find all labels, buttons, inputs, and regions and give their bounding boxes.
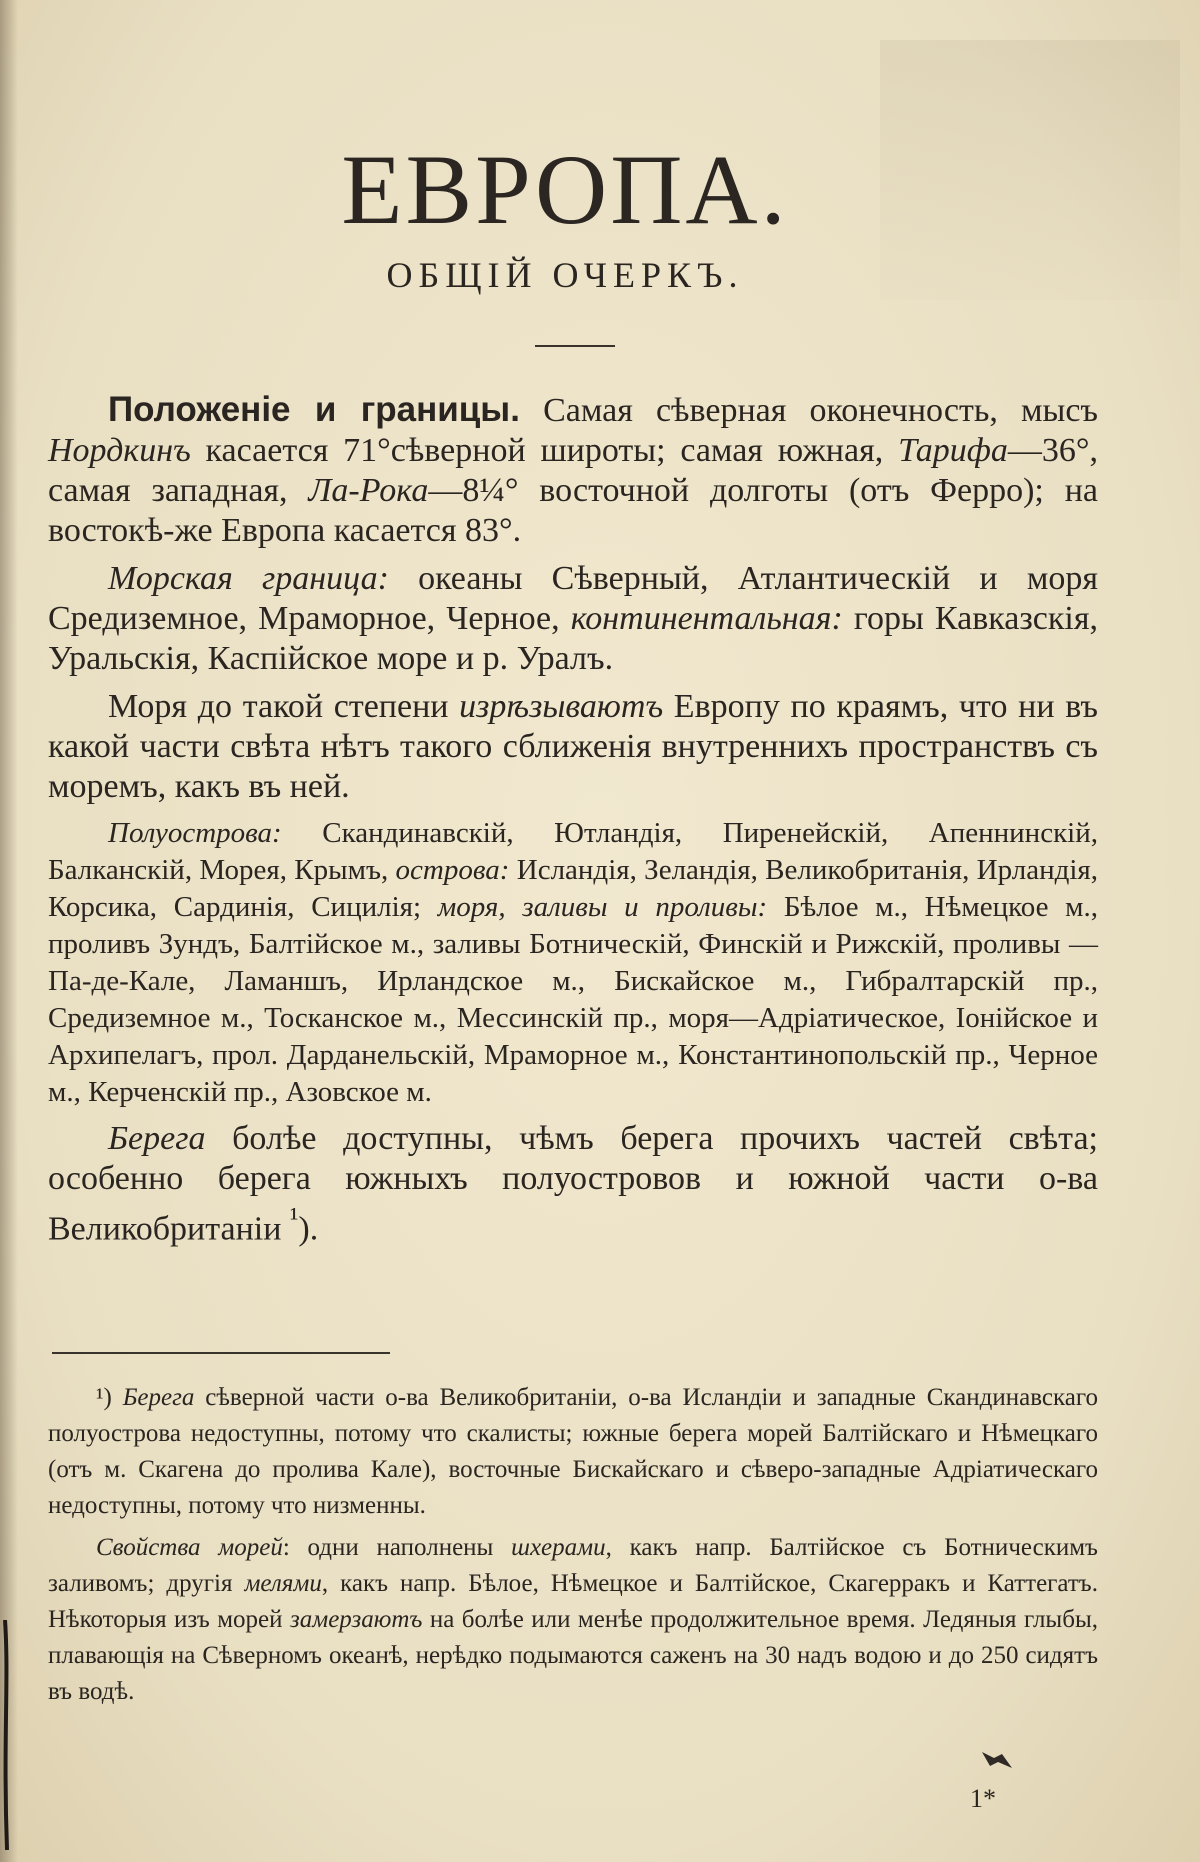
italic-term: Свойства морей <box>96 1534 283 1561</box>
italic-term: континентальная: <box>570 600 843 637</box>
italic-term: Берега <box>108 1120 206 1157</box>
paragraph-coasts <box>48 1119 1098 1249</box>
footnotes <box>48 1380 1098 1716</box>
text-run: болѣе доступны, чѣмъ берега прочихъ частей свѣта; особенно берега южныхъ полуостровов и южной части о-ва Великобританіи <box>48 1120 1098 1248</box>
italic-term: Ла-Рока <box>308 472 429 509</box>
italic-term: Полуострова: <box>108 817 282 849</box>
text-run: —36°, самая западная, <box>48 432 1098 509</box>
italic-term: Тарифа <box>898 432 1008 469</box>
text-run: , какъ напр. Балтійское съ Ботническимъ заливомъ; другія <box>48 1534 1098 1597</box>
italic-term: мелями <box>244 1570 322 1597</box>
text-run: горы Кавказскія, Уральскія, Каспійское море и р. Уралъ. <box>48 600 1098 677</box>
text-run: на болѣе или менѣе продолжительное время. Ледяныя глыбы, плавающія на Сѣверномъ океанѣ, нерѣдко подымаются саженъ на 30 надъ водою и до 250 сидятъ въ водѣ. <box>48 1606 1098 1705</box>
text-run: сѣверной части о-ва Великобританіи, о-ва Исландіи и западные Скандинавскаго полуострова недоступны, потому что скалисты; южные берега морей Балтійскаго и Нѣмецкаго (отъ м. Скагена до пролива Кале), восточные Бискайскаго и сѣверо-западные Адріатическаго недоступны, потому что низменны. <box>48 1384 1098 1519</box>
page-subtitle: ОБЩІЙ ОЧЕРКЪ. <box>386 255 744 295</box>
footnote-mark: ¹) <box>96 1384 123 1411</box>
italic-term: острова: <box>395 854 510 886</box>
footnote-rule <box>52 1352 390 1354</box>
text-run: , какъ напр. Бѣлое, Нѣмецкое и Балтійское, Скагерракъ и Каттегатъ. Нѣкоторыя изъ морей <box>48 1570 1098 1633</box>
text-run: : одни наполнены <box>282 1534 512 1561</box>
text-run: океаны Сѣверный, Атлантическій и моря Средиземное, Мраморное, Черное, <box>48 560 1098 637</box>
paragraph-sea-border <box>48 559 1098 679</box>
paragraph-seas <box>48 687 1098 807</box>
paragraph-position <box>48 390 1098 551</box>
italic-term: Морская граница: <box>108 560 389 597</box>
text-run: —8¼° восточной долготы (отъ Ферро); на востокѣ-же Европа касается 83°. <box>48 472 1098 549</box>
text-run: Моря до такой степени <box>108 688 460 725</box>
margin-ink-stroke <box>0 1620 14 1850</box>
italic-term: замерзаютъ <box>289 1606 423 1633</box>
footnote-1 <box>48 1380 1098 1524</box>
text-run: Исландія, Зеландія, Великобританія, Ирландія, Корсика, Сардинія, Сицилія; <box>48 854 1098 923</box>
page-number: 1* <box>970 1784 996 1813</box>
text-run: Скандинавскій, Ютландія, Пиренейскій, Апеннинскій, Балканскій, Морея, Крымъ, <box>48 817 1098 886</box>
section-heading: Положеніе и границы. <box>108 390 520 429</box>
title-rule <box>535 345 615 347</box>
text-run: ). <box>298 1210 319 1248</box>
italic-term: изрѣзываютъ <box>459 688 664 725</box>
page-title: ЕВРОПА. <box>341 134 789 245</box>
italic-term: Нордкинъ <box>48 432 191 469</box>
text-run: касается 71°сѣверной широты; самая южная, <box>190 432 899 469</box>
italic-term: моря, заливы и проливы: <box>437 891 768 923</box>
text-run: Европу по краямъ, что ни въ какой части свѣта нѣтъ такого сближенія внутреннихъ пространствъ съ моремъ, какъ въ ней. <box>48 688 1099 805</box>
paragraph-peninsulas <box>48 815 1098 1111</box>
footnote-2 <box>48 1530 1098 1710</box>
main-text <box>48 390 1098 1249</box>
text-run: Самая сѣверная оконечность, мысъ <box>519 392 1098 429</box>
ink-mark-icon <box>980 1748 1014 1772</box>
italic-term: Берега <box>122 1384 195 1411</box>
footnote-reference: ¹ <box>289 1203 299 1234</box>
text-run: Бѣлое м., Нѣмецкое м., проливъ Зундъ, Балтійское м., заливы Ботническій, Финскій и Рижскій, проливы — Па-де-Кале, Ламаншъ, Ирландское м., Бискайское м., Гибралтарскій пр., Средиземное м., Тосканское м., Мессинскій пр., моря—Адріатическое, Іонійское и Архипелагъ, прол. Дарданельскій, Мраморное м., Константинопольскій пр., Черное м., Керченскій пр., Азовское м. <box>48 891 1098 1108</box>
italic-term: шхерами <box>511 1534 606 1561</box>
